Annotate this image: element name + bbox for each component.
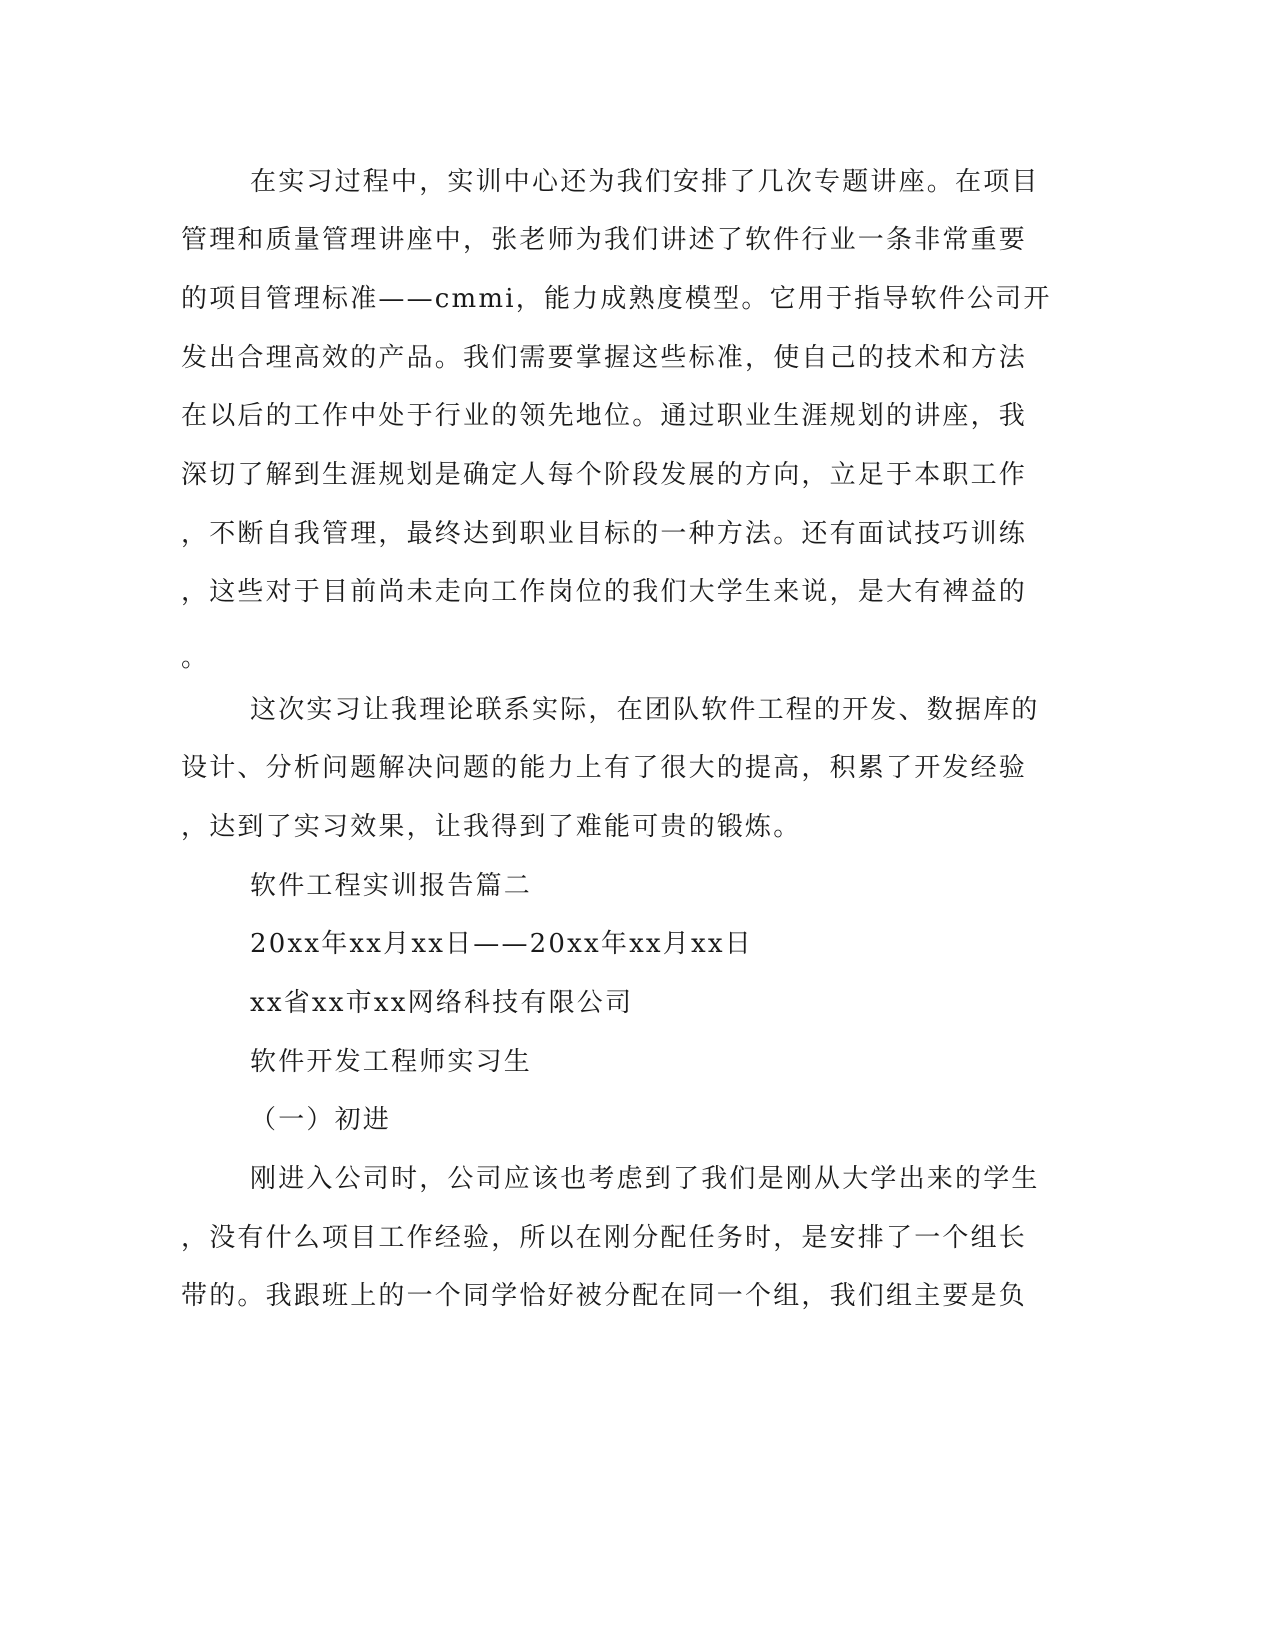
internship-period: 20xx年xx月xx日——20xx年xx月xx日 xyxy=(250,929,753,959)
subsection-heading: （一）初进 xyxy=(250,1105,392,1135)
paragraph-line: 刚进入公司时，公司应该也考虑到了我们是刚从大学出来的学生 xyxy=(250,1164,1040,1194)
paragraph-line: 发出合理高效的产品。我们需要掌握这些标准，使自己的技术和方法 xyxy=(181,343,1028,373)
paragraph-line: 这次实习让我理论联系实际，在团队软件工程的开发、数据库的 xyxy=(250,695,1040,725)
paragraph-line: 深切了解到生涯规划是确定人每个阶段发展的方向，立足于本职工作 xyxy=(181,460,1028,490)
paragraph-line: 管理和质量管理讲座中，张老师为我们讲述了软件行业一条非常重要 xyxy=(181,225,1028,255)
paragraph-line: 带的。我跟班上的一个同学恰好被分配在同一个组，我们组主要是负 xyxy=(181,1281,1028,1311)
paragraph-line: 在以后的工作中处于行业的领先地位。通过职业生涯规划的讲座，我 xyxy=(181,401,1028,431)
company-name: xx省xx市xx网络科技有限公司 xyxy=(250,988,634,1018)
section-heading: 软件工程实训报告篇二 xyxy=(250,871,533,901)
job-title: 软件开发工程师实习生 xyxy=(250,1047,533,1077)
paragraph-line: ，不断自我管理，最终达到职业目标的一种方法。还有面试技巧训练 xyxy=(181,519,1028,549)
paragraph-line: 设计、分析问题解决问题的能力上有了很大的提高，积累了开发经验 xyxy=(181,753,1028,783)
paragraph-line: ，达到了实习效果，让我得到了难能可贵的锻炼。 xyxy=(181,812,802,842)
paragraph-line: 。 xyxy=(181,643,210,673)
paragraph-line: ，没有什么项目工作经验，所以在刚分配任务时，是安排了一个组长 xyxy=(181,1223,1028,1253)
paragraph-line: 在实习过程中，实训中心还为我们安排了几次专题讲座。在项目 xyxy=(250,167,1040,197)
paragraph-line: ，这些对于目前尚未走向工作岗位的我们大学生来说，是大有裨益的 xyxy=(181,577,1028,607)
paragraph-line: 的项目管理标准——cmmi，能力成熟度模型。它用于指导软件公司开 xyxy=(181,284,1052,314)
